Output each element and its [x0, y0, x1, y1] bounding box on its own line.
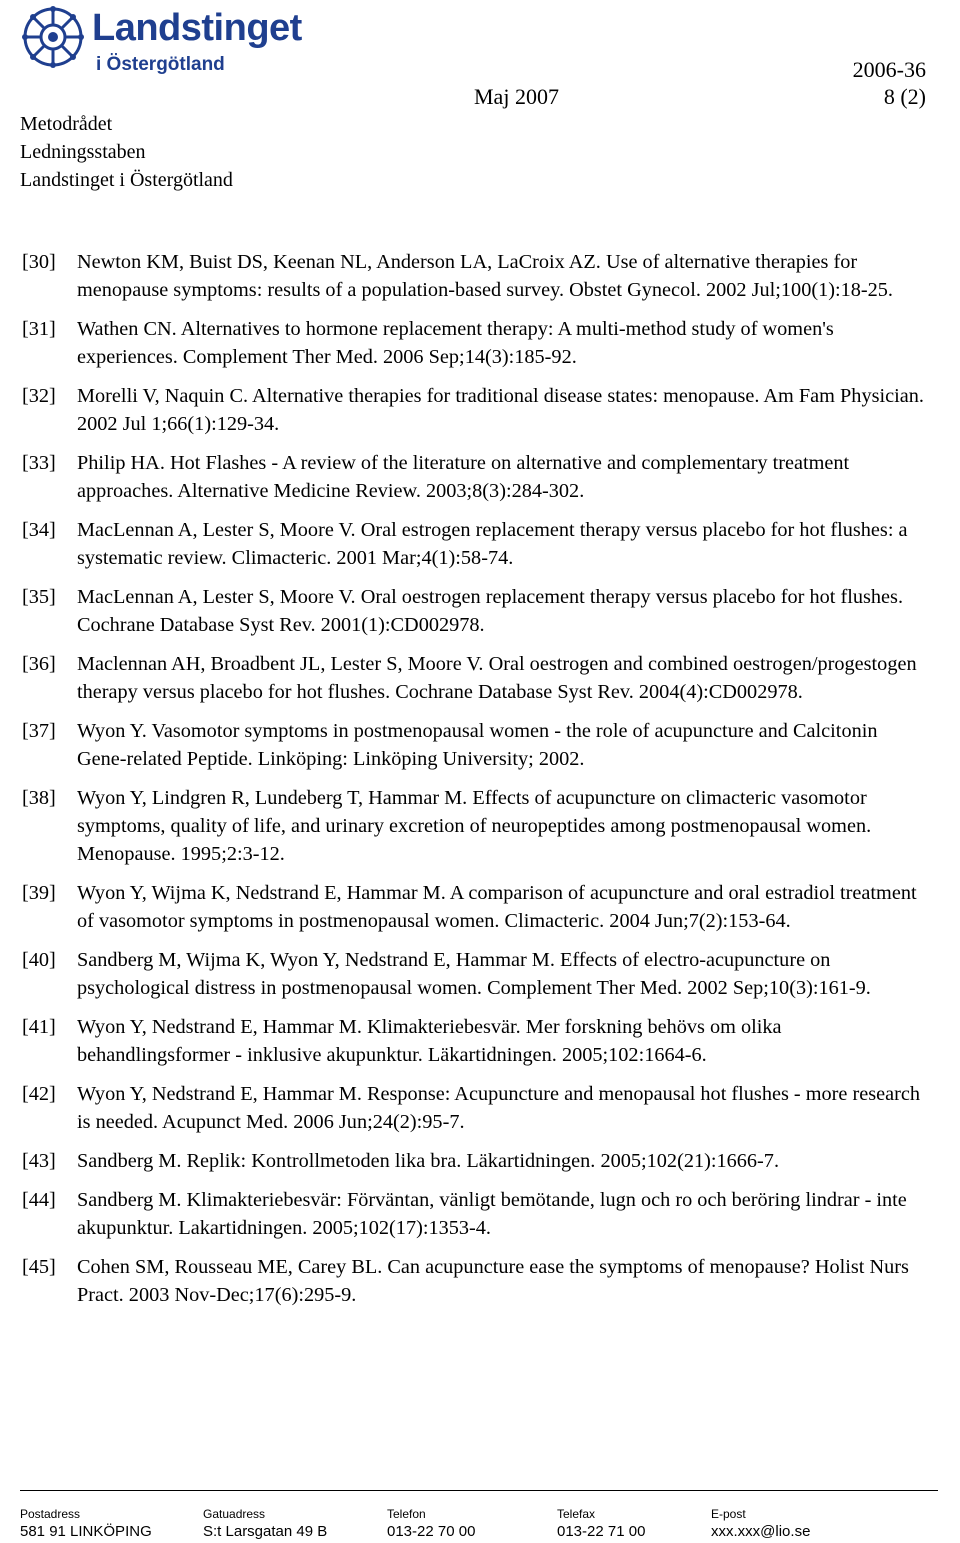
footer-value: 581 91 LINKÖPING [20, 1523, 152, 1540]
footer-value: xxx.xxx@lio.se [711, 1523, 811, 1540]
crest-icon [20, 4, 86, 70]
footer-label: E-post [711, 1507, 746, 1521]
footer-value: 013-22 71 00 [557, 1523, 646, 1540]
footer-label: Telefax [557, 1507, 596, 1521]
document-number: 2006-36 [852, 57, 926, 82]
footer-postal [20, 1506, 152, 1542]
reference-list [22, 248, 932, 1320]
reference-item [22, 1253, 932, 1309]
reference-text: MacLennan A, Lester S, Moore V. Oral oestrogen replacement therapy versus placebo for hot flushes. Cochrane Database Syst Rev. 2001(1):CD002978. [77, 586, 904, 636]
reference-text: MacLennan A, Lester S, Moore V. Oral estrogen replacement therapy versus placebo for hot flushes: a systematic review. Climacteric. 2001 Mar;4(1):58-74. [77, 519, 908, 569]
footer-divider [20, 1490, 938, 1491]
footer-label: Telefon [387, 1507, 426, 1521]
reference-text: Wyon Y, Wijma K, Nedstrand E, Hammar M. A comparison of acupuncture and oral estradiol treatment of vasomotor symptoms in postmenopausal women. Climacteric. 2004 Jun;7(2):153-64. [77, 882, 917, 932]
org-line: Metodrådet [20, 113, 113, 135]
document-date: Maj 2007 [474, 84, 559, 109]
footer-street [203, 1506, 327, 1542]
reference-number: [42] [22, 1083, 56, 1105]
reference-item [22, 1147, 932, 1175]
reference-text: Wyon Y, Lindgren R, Lundeberg T, Hammar M. Effects of acupuncture on climacteric vasomotor symptoms, quality of life, and urinary excretion of neuropeptides among postmenopausal women. Menopause. 1995;2:3-12. [77, 787, 872, 865]
reference-item [22, 1080, 932, 1136]
footer-value: S:t Larsgatan 49 B [203, 1523, 328, 1540]
reference-number: [45] [22, 1256, 56, 1278]
reference-text: Wathen CN. Alternatives to hormone replacement therapy: A multi-method study of women's experiences. Complement Ther Med. 2006 Sep;14(3):185-92. [77, 318, 834, 368]
reference-item [22, 516, 932, 572]
org-line: Ledningsstaben [20, 141, 146, 163]
logo-subtitle: i Östergötland [96, 54, 225, 75]
footer-value: 013-22 70 00 [387, 1523, 476, 1540]
logo-name: Landstinget [92, 7, 302, 49]
reference-text: Maclennan AH, Broadbent JL, Lester S, Moore V. Oral oestrogen and combined oestrogen/progestogen therapy versus placebo for hot flushes. Cochrane Database Syst Rev. 2004(4):CD002978. [77, 653, 917, 703]
reference-item [22, 946, 932, 1002]
org-line: Landstinget i Östergötland [20, 169, 233, 191]
reference-item [22, 583, 932, 639]
reference-text: Cohen SM, Rousseau ME, Carey BL. Can acupuncture ease the symptoms of menopause? Holist Nurs Pract. 2003 Nov-Dec;17(6):295-9. [77, 1256, 909, 1306]
reference-item [22, 717, 932, 773]
footer-phone [387, 1506, 475, 1542]
reference-item [22, 248, 932, 304]
reference-item [22, 1013, 932, 1069]
reference-item [22, 449, 932, 505]
reference-item [22, 879, 932, 935]
reference-number: [38] [22, 787, 56, 809]
reference-number: [43] [22, 1150, 56, 1172]
reference-number: [35] [22, 586, 56, 608]
reference-number: [30] [22, 251, 56, 273]
page-number: 8 (2) [883, 84, 926, 109]
reference-item [22, 315, 932, 371]
reference-text: Sandberg M. Klimakteriebesvär: Förväntan, vänligt bemötande, lugn och ro och beröring lindrar - inte akupunktur. Lakartidningen. 2005;102(17):1353-4. [77, 1189, 907, 1239]
reference-text: Sandberg M. Replik: Kontrollmetoden lika bra. Läkartidningen. 2005;102(21):1666-7. [77, 1150, 780, 1172]
organization-block [20, 110, 233, 194]
reference-item [22, 650, 932, 706]
reference-text: Wyon Y, Nedstrand E, Hammar M. Klimakteriebesvär. Mer forskning behövs om olika behandlingsformer - inklusive akupunktur. Läkartidningen. 2005;102:1664-6. [77, 1016, 782, 1066]
reference-number: [34] [22, 519, 56, 541]
footer-email [711, 1506, 810, 1542]
reference-text: Morelli V, Naquin C. Alternative therapies for traditional disease states: menopause. Am Fam Physician. 2002 Jul 1;66(1):129-34. [77, 385, 924, 435]
reference-text: Wyon Y. Vasomotor symptoms in postmenopausal women - the role of acupuncture and Calcitonin Gene-related Peptide. Linköping: Linköping University; 2002. [77, 720, 878, 770]
footer-label: Gatuadress [203, 1507, 266, 1521]
organization-logo [20, 4, 320, 76]
reference-number: [44] [22, 1189, 56, 1211]
reference-number: [31] [22, 318, 56, 340]
reference-text: Wyon Y, Nedstrand E, Hammar M. Response: Acupuncture and menopausal hot flushes - more research is needed. Acupunct Med. 2006 Jun;24(2):95-7. [77, 1083, 921, 1133]
reference-number: [40] [22, 949, 56, 971]
reference-item [22, 1186, 932, 1242]
reference-number: [41] [22, 1016, 56, 1038]
reference-number: [39] [22, 882, 56, 904]
reference-number: [37] [22, 720, 56, 742]
reference-text: Newton KM, Buist DS, Keenan NL, Anderson LA, LaCroix AZ. Use of alternative therapies for menopause symptoms: results of a population-based survey. Obstet Gynecol. 2002 Jul;100(1):18-25. [77, 251, 894, 301]
reference-number: [36] [22, 653, 56, 675]
reference-number: [32] [22, 385, 56, 407]
reference-text: Philip HA. Hot Flashes - A review of the literature on alternative and complementary treatment approaches. Alternative Medicine Review. 2003;8(3):284-302. [77, 452, 850, 502]
reference-item [22, 382, 932, 438]
reference-item [22, 784, 932, 868]
reference-number: [33] [22, 452, 56, 474]
footer-fax [557, 1506, 645, 1542]
footer-label: Postadress [20, 1507, 81, 1521]
reference-text: Sandberg M, Wijma K, Wyon Y, Nedstrand E, Hammar M. Effects of electro-acupuncture on psychological distress in postmenopausal women. Complement Ther Med. 2002 Sep;10(3):161-9. [77, 949, 871, 999]
